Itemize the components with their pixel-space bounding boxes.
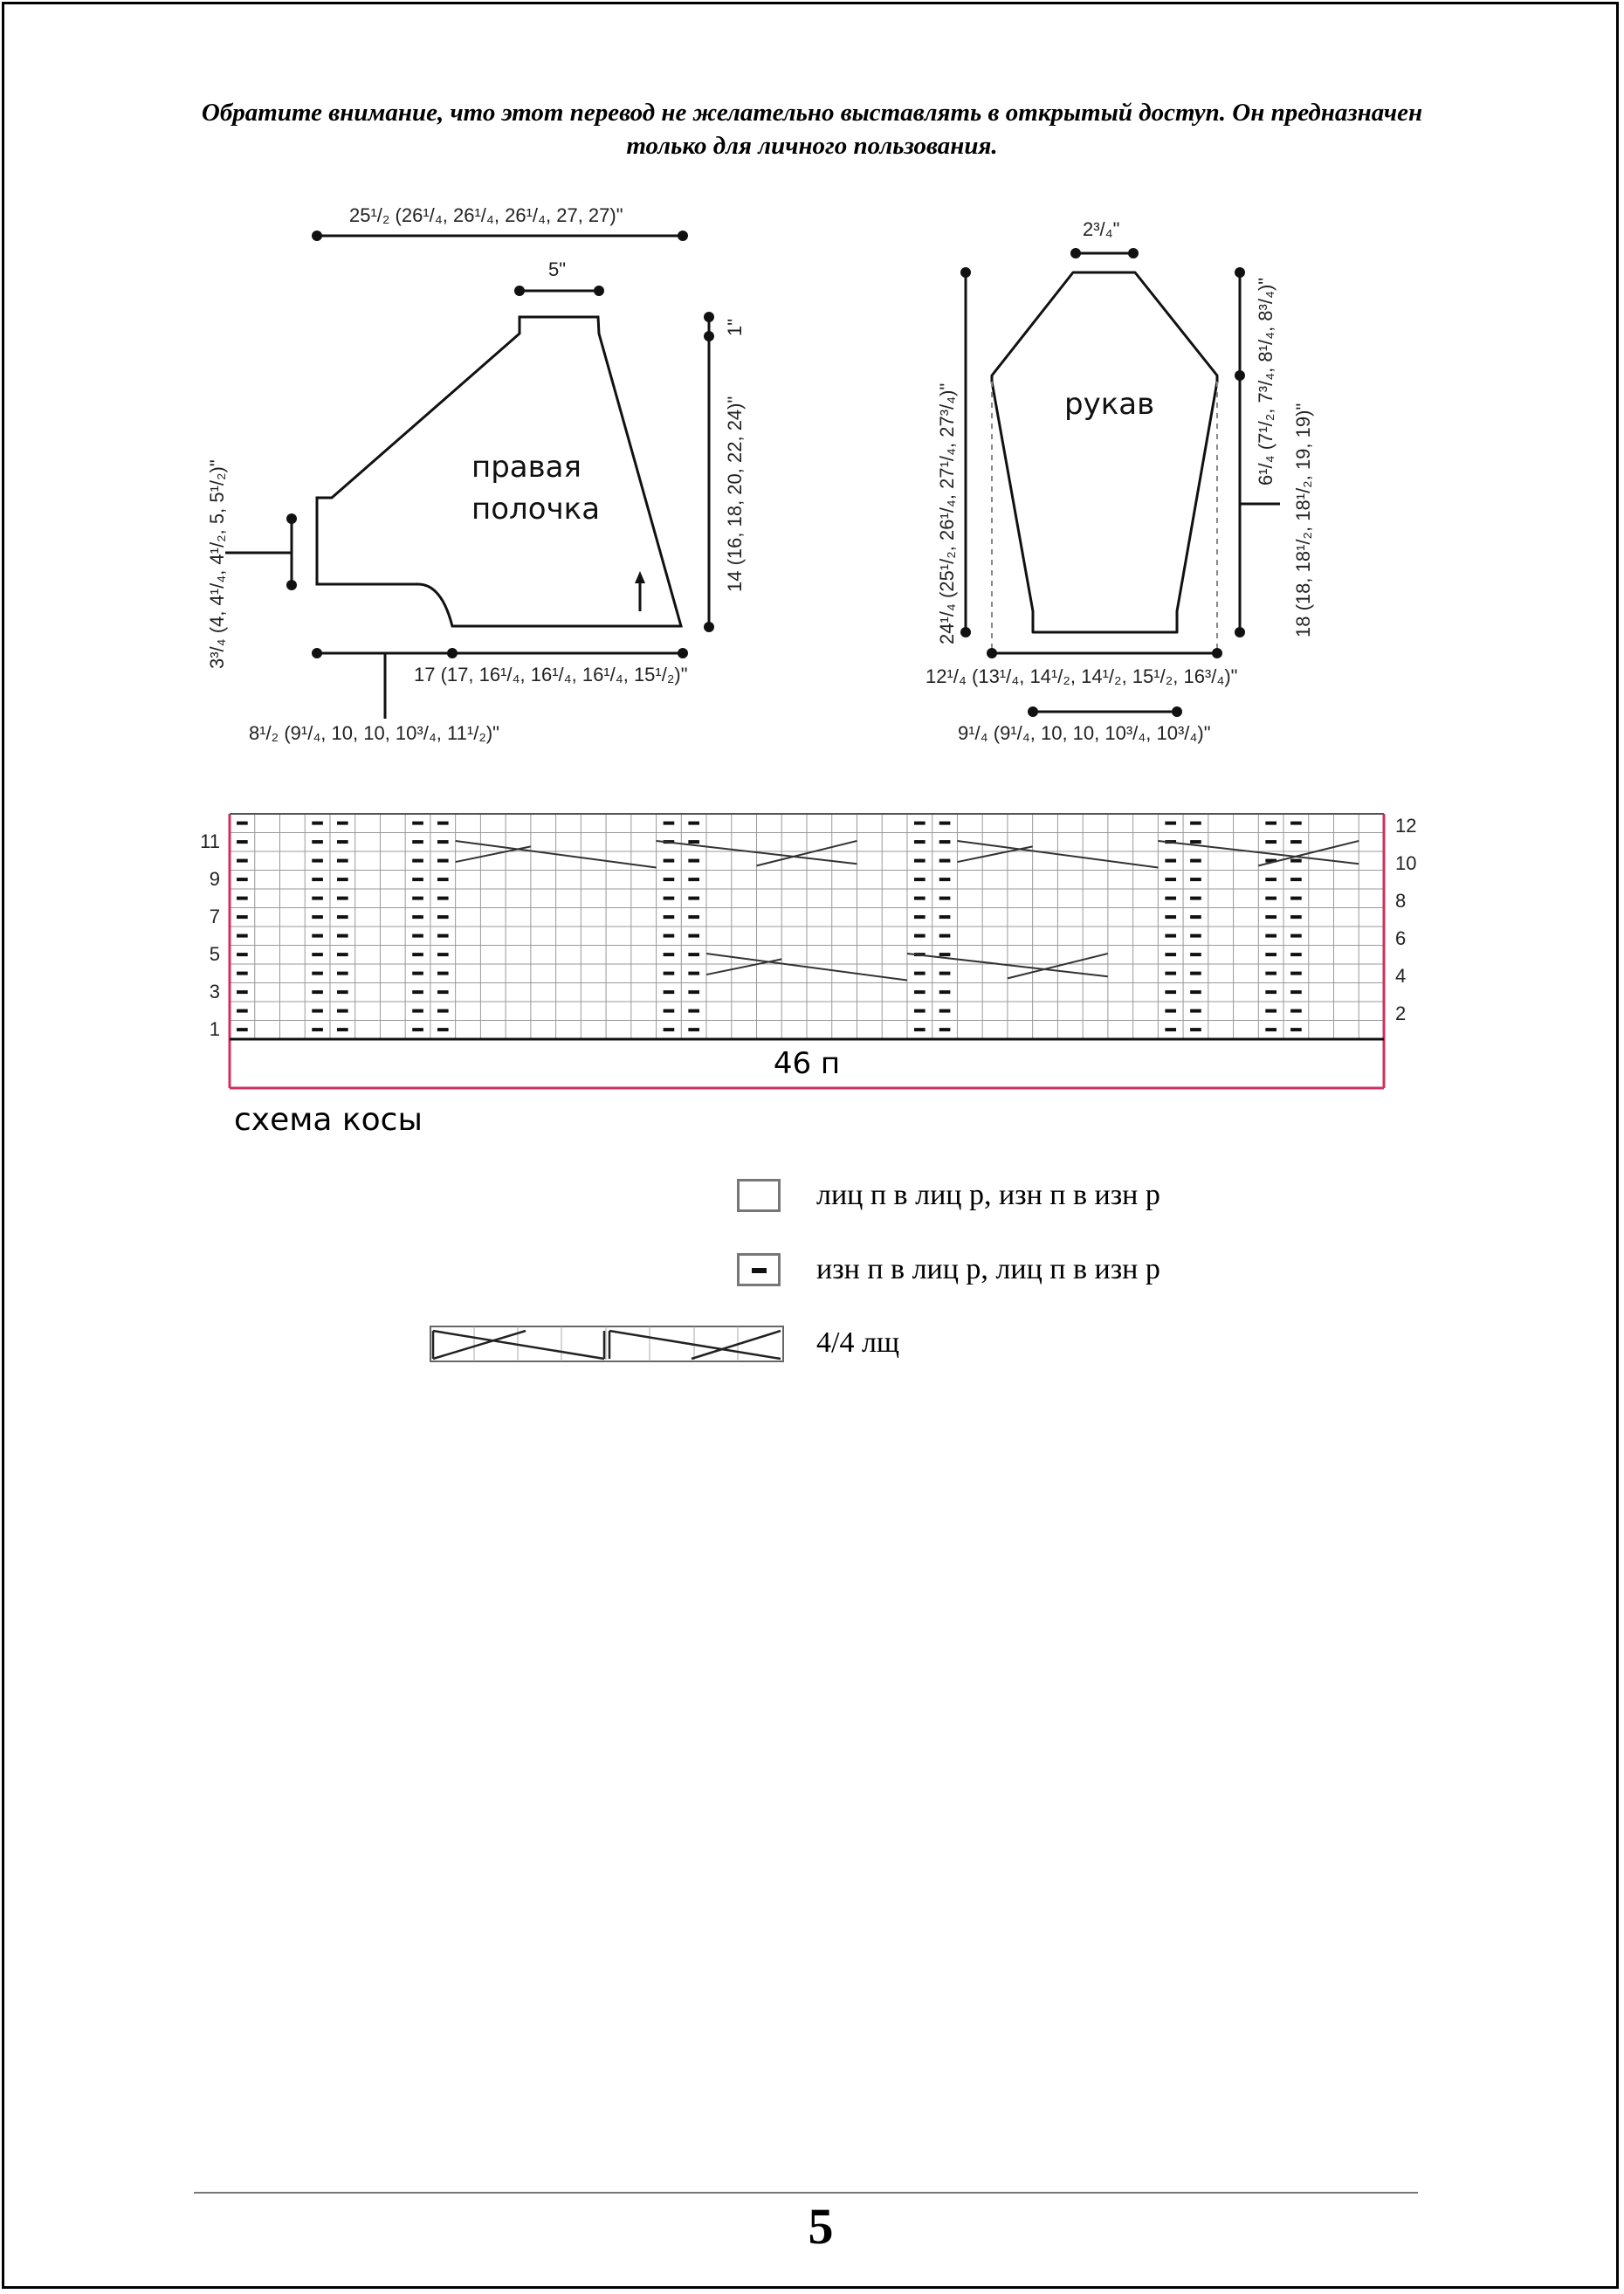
purl-stitch [237, 878, 248, 881]
purl-stitch [939, 934, 951, 938]
purl-stitch [939, 840, 951, 844]
purl-stitch [412, 934, 423, 938]
purl-stitch [1190, 1028, 1201, 1031]
front-bottom-left: 8¹/₂ (9¹/₄, 10, 10, 10³/₄, 11¹/₂)" [249, 722, 499, 744]
purl-stitch [664, 990, 675, 994]
purl-stitch [939, 953, 951, 956]
purl-stitch [437, 822, 449, 825]
cable-cross-line [706, 959, 781, 975]
purl-stitch [1265, 972, 1276, 975]
purl-stitch [1265, 915, 1276, 919]
cable-symbol [430, 1326, 788, 1364]
purl-stitch [688, 953, 699, 956]
purl-stitch [1290, 822, 1302, 825]
purl-stitch [312, 915, 323, 919]
purl-stitch [688, 915, 699, 919]
row-number-12: 12 [1395, 815, 1417, 837]
row-number-6: 6 [1395, 927, 1407, 949]
purl-stitch [939, 878, 951, 881]
purl-stitch [312, 822, 323, 825]
front-shoulder-depth: 1" [724, 318, 746, 336]
purl-stitch [337, 840, 348, 844]
row-number-4: 4 [1395, 965, 1407, 987]
purl-stitch [337, 972, 348, 975]
chart-title: схема косы [234, 1102, 423, 1138]
purl-stitch [1290, 990, 1302, 994]
purl-stitch [688, 990, 699, 994]
purl-stitch [688, 934, 699, 938]
purl-stitch [237, 822, 248, 825]
sleeve-total-length: 24¹/₄ (25¹/₂, 26¹/₄, 27¹/₄, 27³/₄)" [936, 382, 958, 644]
purl-stitch [1265, 953, 1276, 956]
purl-stitch [688, 859, 699, 863]
purl-stitch [664, 915, 675, 919]
purl-stitch [1190, 859, 1201, 863]
row-number-11: 11 [200, 830, 220, 852]
row-number-8: 8 [1395, 890, 1407, 912]
purl-stitch [1265, 990, 1276, 994]
purl-stitch [688, 897, 699, 900]
purl-stitch [337, 990, 348, 994]
purl-stitch [312, 953, 323, 956]
purl-stitch [412, 915, 423, 919]
purl-stitch [1290, 934, 1302, 938]
purl-stitch [914, 878, 926, 881]
purl-stitch [437, 1028, 449, 1031]
purl-stitch [237, 840, 248, 844]
purl-stitch [337, 878, 348, 881]
purl-stitch [914, 1009, 926, 1013]
purl-stitch [1265, 822, 1276, 825]
sleeve-label: рукав [1064, 387, 1155, 422]
purl-stitch [914, 859, 926, 863]
purl-stitch [664, 934, 675, 938]
purl-stitch [412, 1009, 423, 1013]
purl-stitch [1165, 953, 1176, 956]
purl-stitch [1190, 934, 1201, 938]
purl-stitch [1290, 840, 1302, 844]
purl-stitch [1190, 915, 1201, 919]
purl-stitch [437, 915, 449, 919]
cable-chart-grid [0, 0, 1624, 1135]
purl-stitch [688, 878, 699, 881]
purl-stitch [437, 840, 449, 844]
purl-stitch [237, 915, 248, 919]
purl-stitch [1190, 840, 1201, 844]
purl-stitch [939, 822, 951, 825]
purl-stitch [312, 1028, 323, 1031]
front-top-width: 25¹/₂ (26¹/₄, 26¹/₄, 26¹/₄, 27, 27)" [349, 204, 623, 226]
purl-stitch [664, 859, 675, 863]
purl-stitch [412, 972, 423, 975]
purl-stitch [337, 953, 348, 956]
purl-stitch [437, 878, 449, 881]
purl-stitch [412, 953, 423, 956]
purl-stitch [237, 953, 248, 956]
front-neck-width: 5" [548, 258, 567, 280]
purl-stitch [237, 990, 248, 994]
purl-stitch [412, 859, 423, 863]
purl-stitch [688, 1009, 699, 1013]
purl-stitch [1290, 953, 1302, 956]
purl-stitch [312, 990, 323, 994]
purl-stitch [664, 972, 675, 975]
row-number-9: 9 [209, 868, 220, 890]
purl-stitch [1290, 897, 1302, 900]
purl-stitch [412, 1028, 423, 1031]
purl-stitch [1190, 1009, 1201, 1013]
purl-stitch [914, 840, 926, 844]
purl-stitch [337, 934, 348, 938]
purl-stitch [312, 840, 323, 844]
purl-stitch [664, 878, 675, 881]
purl-stitch [664, 1028, 675, 1031]
purl-stitch [1265, 1028, 1276, 1031]
front-left-edge: 3³/₄ (4, 4¹/₄, 4¹/₂, 5, 5¹/₂)" [206, 459, 228, 669]
row-number-2: 2 [1395, 1002, 1407, 1024]
footer-rule [194, 2192, 1418, 2194]
purl-stitch [337, 915, 348, 919]
purl-stitch [1165, 897, 1176, 900]
purl-stitch [914, 990, 926, 994]
purl-stitch [437, 859, 449, 863]
purl-stitch [1165, 934, 1176, 938]
legend-cable-text: 4/4 лщ [816, 1326, 900, 1359]
purl-stitch [914, 897, 926, 900]
purl-stitch [939, 990, 951, 994]
stitch-count: 46 п [773, 1046, 841, 1081]
purl-stitch [914, 934, 926, 938]
front-panel-label-2: полочка [471, 492, 601, 527]
purl-stitch [664, 897, 675, 900]
purl-stitch [1265, 897, 1276, 900]
purl-stitch [688, 840, 699, 844]
copyright-notice: Обратите внимание, что этот перевод не желательно выставлять в открытый доступ. Он предназначен только для личного пользования. [201, 99, 1423, 160]
page-number: 5 [808, 2198, 834, 2255]
purl-stitch [1290, 1009, 1302, 1013]
purl-stitch [1190, 990, 1201, 994]
purl-stitch [237, 934, 248, 938]
purl-stitch [1165, 915, 1176, 919]
purl-stitch [939, 1028, 951, 1031]
purl-stitch [437, 934, 449, 938]
purl-stitch [337, 822, 348, 825]
purl-stitch [337, 897, 348, 900]
purl-stitch [412, 990, 423, 994]
sleeve-cap-height: 6¹/₄ (7¹/₂, 7³/₄, 8¹/₄, 8³/₄)" [1255, 277, 1276, 486]
purl-stitch [664, 822, 675, 825]
purl-stitch [237, 1028, 248, 1031]
purl-stitch [1265, 934, 1276, 938]
purl-stitch [914, 822, 926, 825]
legend-knit-text: лиц п в лиц р, изн п в изн р [816, 1179, 1160, 1211]
front-side-length: 14 (16, 18, 20, 22, 24)" [724, 396, 746, 592]
purl-stitch [312, 878, 323, 881]
purl-stitch [412, 840, 423, 844]
purl-stitch [939, 897, 951, 900]
purl-stitch [939, 915, 951, 919]
purl-stitch [1165, 990, 1176, 994]
purl-stitch [664, 953, 675, 956]
purl-stitch [237, 859, 248, 863]
purl-stitch [237, 1009, 248, 1013]
purl-stitch [437, 897, 449, 900]
purl-symbol [737, 1253, 781, 1286]
purl-stitch [237, 972, 248, 975]
purl-stitch [1190, 897, 1201, 900]
purl-stitch [1190, 822, 1201, 825]
purl-stitch [337, 1028, 348, 1031]
purl-stitch [312, 897, 323, 900]
purl-stitch [1290, 915, 1302, 919]
purl-stitch [312, 859, 323, 863]
purl-stitch [437, 990, 449, 994]
row-number-7: 7 [209, 906, 220, 927]
purl-stitch [914, 915, 926, 919]
purl-stitch [1165, 1028, 1176, 1031]
purl-stitch [412, 878, 423, 881]
purl-stitch [1290, 859, 1302, 863]
purl-stitch [1190, 878, 1201, 881]
row-number-5: 5 [209, 943, 220, 965]
purl-stitch [312, 972, 323, 975]
purl-stitch [1165, 859, 1176, 863]
purl-stitch [688, 972, 699, 975]
legend-purl-text: изн п в лиц р, лиц п в изн р [816, 1253, 1160, 1285]
purl-stitch [312, 934, 323, 938]
row-number-1: 1 [209, 1018, 220, 1040]
cable-cross-line [957, 846, 1032, 862]
purl-stitch [688, 1028, 699, 1031]
purl-stitch [437, 972, 449, 975]
purl-stitch [312, 1009, 323, 1013]
purl-stitch [412, 897, 423, 900]
purl-stitch [337, 1009, 348, 1013]
sleeve-underarm-length: 18 (18, 18¹/₂, 18¹/₂, 19, 19)" [1292, 403, 1314, 637]
purl-stitch [1290, 1028, 1302, 1031]
purl-stitch [688, 822, 699, 825]
purl-stitch [1190, 953, 1201, 956]
cable-cross-line [456, 846, 531, 862]
purl-stitch [337, 859, 348, 863]
purl-stitch [437, 1009, 449, 1013]
front-bottom-right: 17 (17, 16¹/₄, 16¹/₄, 16¹/₄, 15¹/₂)" [414, 664, 688, 685]
sleeve-cuff-width: 9¹/₄ (9¹/₄, 10, 10, 10³/₄, 10³/₄)" [958, 722, 1211, 744]
purl-stitch [437, 953, 449, 956]
purl-stitch [1265, 840, 1276, 844]
purl-stitch [939, 972, 951, 975]
purl-stitch [1290, 878, 1302, 881]
purl-stitch [914, 1028, 926, 1031]
purl-stitch [1165, 1009, 1176, 1013]
sleeve-top-width: 2³/₄" [1083, 218, 1120, 240]
front-panel-label-1: правая [471, 450, 581, 485]
purl-stitch [1165, 822, 1176, 825]
purl-stitch [1265, 1009, 1276, 1013]
row-number-3: 3 [209, 981, 220, 1002]
purl-stitch [1290, 972, 1302, 975]
purl-stitch [939, 859, 951, 863]
purl-stitch [1165, 878, 1176, 881]
purl-stitch [914, 972, 926, 975]
purl-stitch [939, 1009, 951, 1013]
knit-symbol [737, 1179, 781, 1212]
purl-stitch [237, 897, 248, 900]
purl-stitch [1165, 972, 1176, 975]
row-number-10: 10 [1395, 852, 1417, 874]
purl-stitch [1190, 972, 1201, 975]
purl-stitch [1265, 878, 1276, 881]
purl-stitch [412, 822, 423, 825]
purl-stitch [664, 1009, 675, 1013]
sleeve-upper-width: 12¹/₄ (13¹/₄, 14¹/₂, 14¹/₂, 15¹/₂, 16³/₄)" [926, 665, 1238, 687]
